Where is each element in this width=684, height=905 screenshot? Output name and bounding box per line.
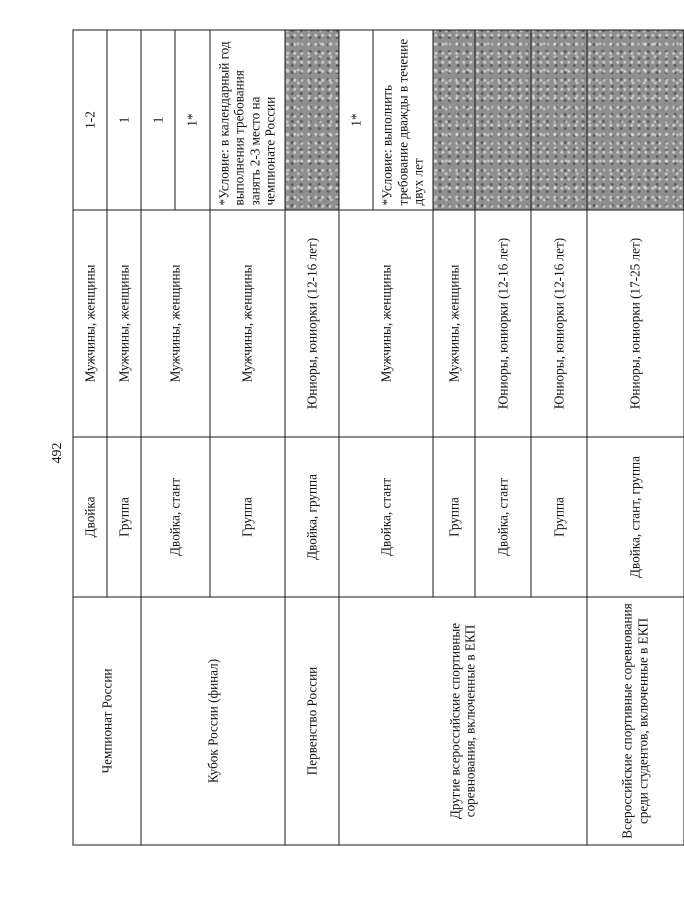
discipline-cell: Группа [432, 436, 474, 596]
competition-cell: Всероссийские спортивные соревнования среди студентов, включенные в ЕКП [586, 596, 683, 844]
condition-note: *Условие: в календарный год выполнения требования занять 2-3 место на чемпионате России [209, 29, 284, 209]
places-cell: 1* [338, 29, 372, 209]
group-cell: Юниоры, юниорки (17-25 лет) [586, 209, 683, 436]
group-cell: Юниоры, юниорки (12-16 лет) [530, 209, 586, 436]
discipline-cell: Двойка, группа [284, 436, 338, 596]
competition-cell: Первенство России [284, 596, 338, 844]
places-cell: 1 [141, 29, 175, 209]
discipline-cell: Группа [530, 436, 586, 596]
group-cell: Мужчины, женщины [209, 209, 284, 436]
table-row [284, 29, 338, 844]
competition-cell: Кубок России (финал) [141, 596, 285, 844]
group-cell: Мужчины, женщины [141, 209, 209, 436]
discipline-cell: Двойка [73, 436, 107, 596]
page-number: 492 [50, 442, 65, 464]
places-cell: 1* [175, 29, 209, 209]
table-row [586, 29, 683, 844]
group-cell: Юниоры, юниорки (12-16 лет) [284, 209, 338, 436]
group-cell: Мужчины, женщины [338, 209, 432, 436]
discipline-cell: Группа [209, 436, 284, 596]
discipline-cell: Двойка, стант [141, 436, 209, 596]
rotated-table-container [72, 30, 650, 845]
discipline-cell: Двойка, стант [338, 436, 432, 596]
table-row [73, 29, 107, 844]
discipline-cell: Двойка, стант [474, 436, 530, 596]
shaded-cell [474, 29, 530, 209]
competition-cell: Чемпионат России [73, 596, 141, 844]
shaded-cell [284, 29, 338, 209]
places-cell: 1-2 [73, 29, 107, 209]
discipline-cell: Двойка, стант, группа [586, 436, 683, 596]
places-cell: 1 [107, 29, 141, 209]
group-cell: Юниоры, юниорки (12-16 лет) [474, 209, 530, 436]
table-row [141, 29, 175, 844]
group-cell: Мужчины, женщины [73, 209, 107, 436]
table-row [338, 29, 372, 844]
competition-cell: Другие всероссийские спортивные соревнования, включенные в ЕКП [338, 596, 586, 844]
group-cell: Мужчины, женщины [432, 209, 474, 436]
shaded-cell [432, 29, 474, 209]
shaded-cell [586, 29, 683, 209]
condition-note: *Условие: выполнить требование дважды в течение двух лет [373, 29, 433, 209]
ranking-requirements-table [72, 29, 684, 845]
shaded-cell [530, 29, 586, 209]
discipline-cell: Группа [107, 436, 141, 596]
group-cell: Мужчины, женщины [107, 209, 141, 436]
